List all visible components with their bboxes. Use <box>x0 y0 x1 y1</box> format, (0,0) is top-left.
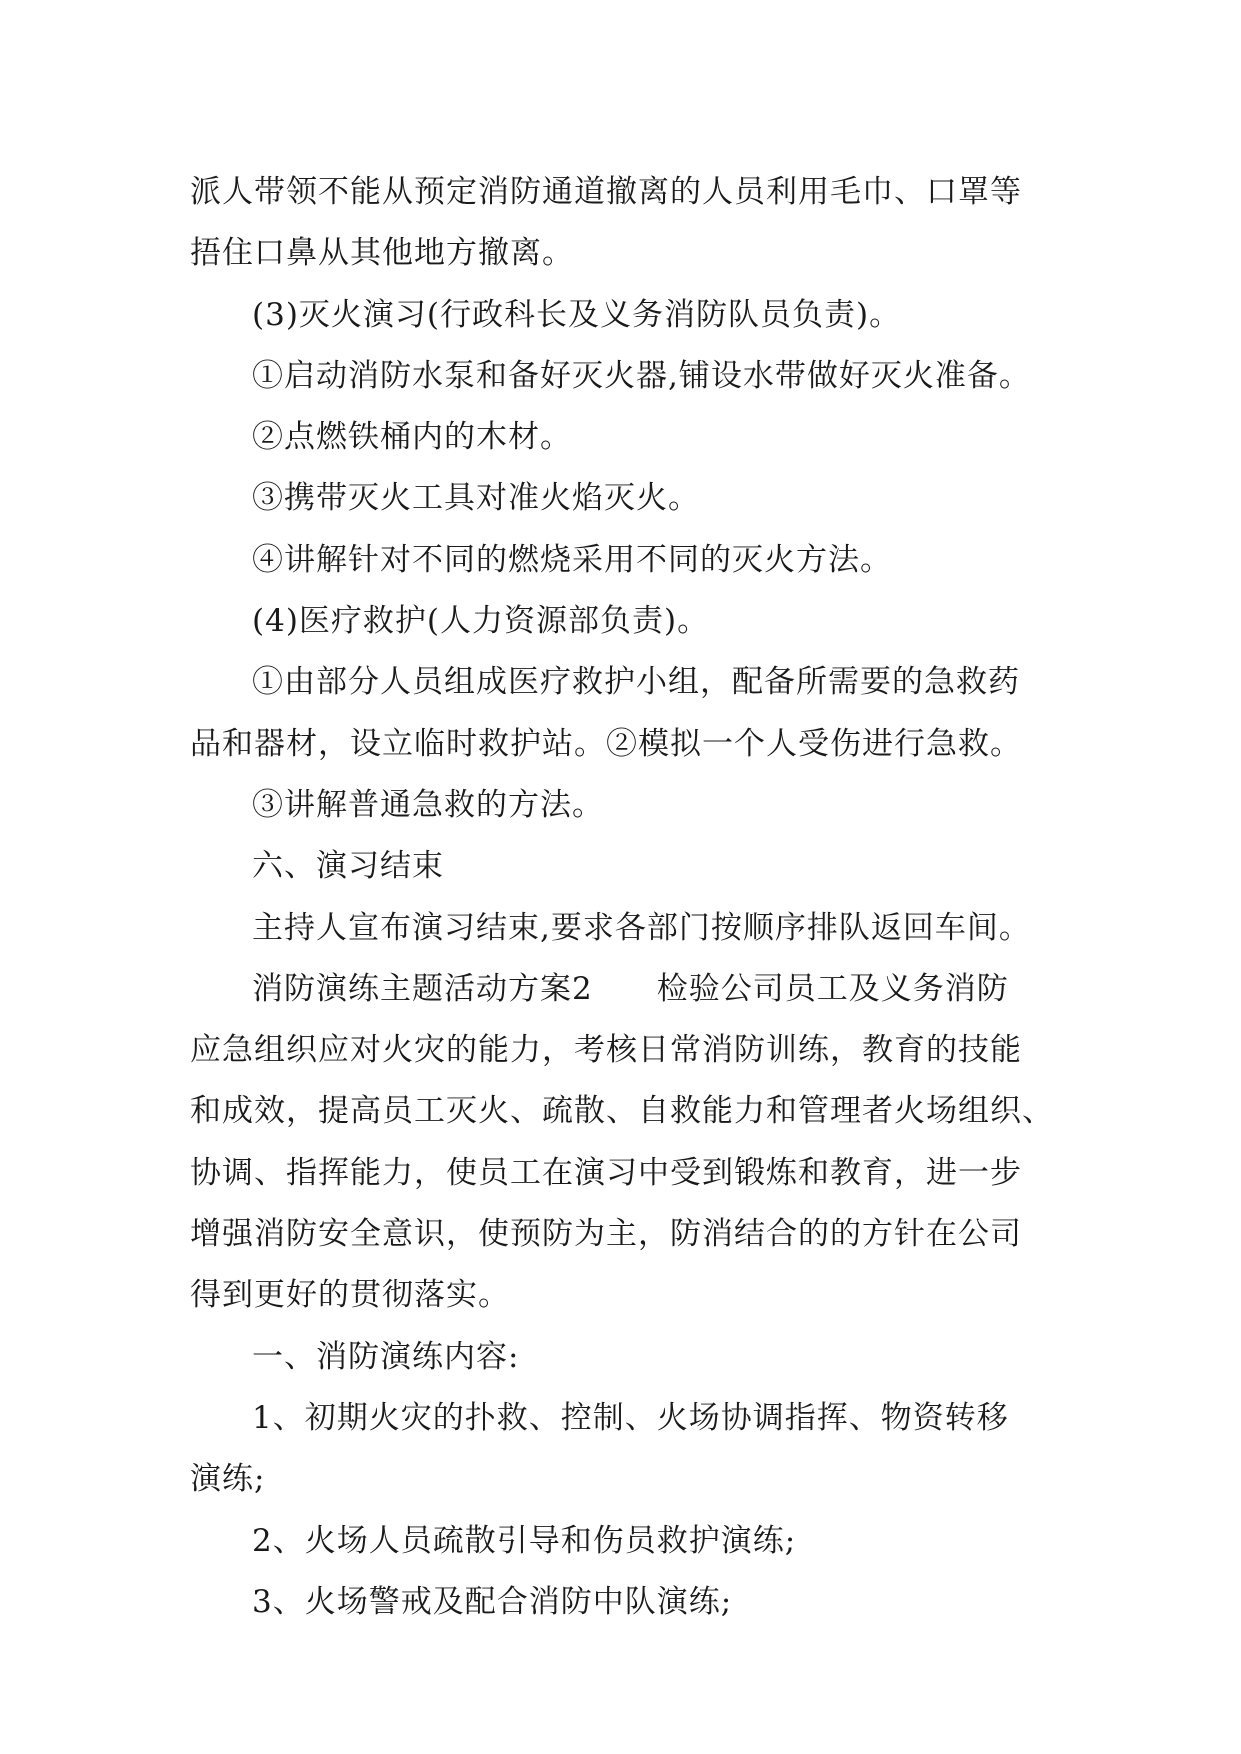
text-line: 1、初期火灾的扑救、控制、火场协调指挥、物资转移 <box>252 1399 1009 1436</box>
text-line: 协调、指挥能力，使员工在演习中受到锻炼和教育，进一步 <box>190 1154 1022 1191</box>
text-line: ④讲解针对不同的燃烧采用不同的灭火方法。 <box>252 541 892 578</box>
text-line: 消防演练主题活动方案2 检验公司员工及义务消防 <box>252 970 1009 1007</box>
document-body <box>190 162 1070 1633</box>
text-line: ①由部分人员组成医疗救护小组，配备所需要的急救药 <box>252 664 1020 701</box>
text-line: 增强消防安全意识，使预防为主，防消结合的的方针在公司 <box>190 1216 1022 1253</box>
text-line: 和成效，提高员工灭火、疏散、自救能力和管理者火场组织、 <box>190 1093 1054 1130</box>
text-line: 演练; <box>190 1461 266 1498</box>
text-line: 得到更好的贯彻落实。 <box>190 1277 510 1314</box>
text-line: 主持人宣布演习结束,要求各部门按顺序排队返回车间。 <box>252 909 1031 946</box>
text-line: ①启动消防水泵和备好灭火器,铺设水带做好灭火准备。 <box>252 357 1031 394</box>
text-line: ③讲解普通急救的方法。 <box>252 786 604 823</box>
text-line: (3)灭火演习(行政科长及义务消防队员负责)。 <box>252 296 902 333</box>
text-line: 六、演习结束 <box>252 848 444 885</box>
text-line: 应急组织应对火灾的能力，考核日常消防训练，教育的技能 <box>190 1032 1022 1069</box>
text-line: 2、火场人员疏散引导和伤员救护演练; <box>252 1522 797 1559</box>
text-line: 一、消防演练内容: <box>252 1338 520 1375</box>
text-line: ②点燃铁桶内的木材。 <box>252 419 572 456</box>
text-line: 派人带领不能从预定消防通道撤离的人员利用毛巾、口罩等 <box>190 174 1022 210</box>
text-line: 品和器材，设立临时救护站。②模拟一个人受伤进行急救。 <box>190 725 1022 762</box>
text-line: ③携带灭火工具对准火焰灭火。 <box>252 480 700 517</box>
text-line: (4)医疗救护(人力资源部负责)。 <box>252 603 710 640</box>
text-line: 3、火场警戒及配合消防中队演练; <box>252 1583 733 1620</box>
text-line: 捂住口鼻从其他地方撤离。 <box>190 235 574 272</box>
